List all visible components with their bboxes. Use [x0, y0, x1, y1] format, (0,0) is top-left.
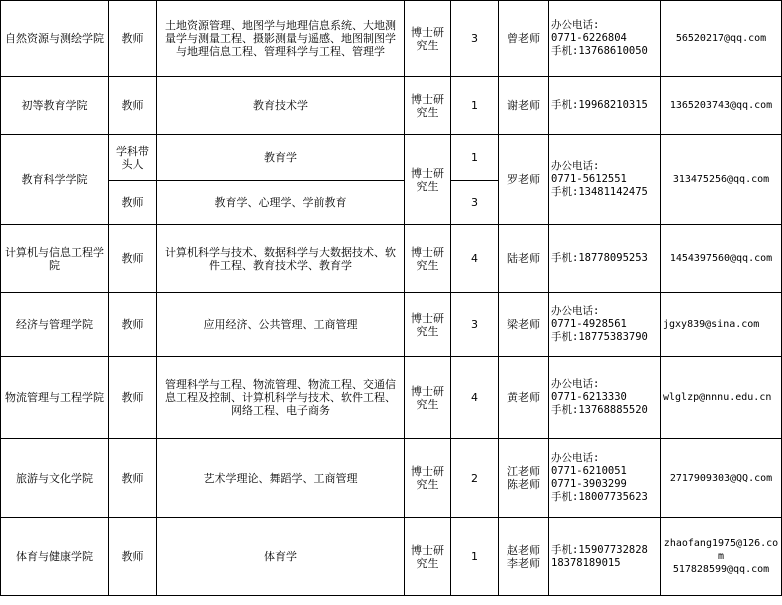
phone-line: 手机:18775383790 — [551, 331, 648, 343]
table-row — [1, 135, 782, 181]
email-line: zhaofang1975@126.com — [663, 538, 779, 562]
phone-cell — [549, 135, 661, 225]
contact-person-cell: 谢老师 — [499, 77, 549, 135]
college-cell: 计算机与信息工程学院 — [1, 225, 109, 293]
phone-cell — [549, 77, 661, 135]
subjects-cell: 艺术学理论、舞蹈学、工商管理 — [157, 439, 405, 518]
college-cell: 旅游与文化学院 — [1, 439, 109, 518]
count-cell: 2 — [451, 439, 499, 518]
degree-cell: 博士研究生 — [405, 225, 451, 293]
email-cell[interactable]: 1365203743@qq.com — [661, 77, 782, 135]
email-cell[interactable]: jgxy839@sina.com — [661, 293, 782, 357]
subjects-cell: 教育学、心理学、学前教育 — [157, 181, 405, 225]
phone-line: 0771-6210051 — [551, 465, 627, 477]
phone-line: 办公电话: — [551, 378, 600, 390]
contact-person-cell — [499, 439, 549, 518]
subjects-cell: 教育学 — [157, 135, 405, 181]
college-cell: 自然资源与测绘学院 — [1, 1, 109, 77]
contact-person-cell: 陆老师 — [499, 225, 549, 293]
position-cell: 学科带头人 — [109, 135, 157, 181]
subjects-cell: 教育技术学 — [157, 77, 405, 135]
degree-cell: 博士研究生 — [405, 135, 451, 225]
position-cell: 教师 — [109, 1, 157, 77]
phone-line: 0771-6213330 — [551, 391, 627, 403]
phone-line: 办公电话: — [551, 305, 600, 317]
contact-person-line: 江老师 — [507, 465, 540, 478]
contact-person-cell: 罗老师 — [499, 135, 549, 225]
phone-line: 18378189015 — [551, 556, 621, 569]
email-cell[interactable]: wlglzp@nnnu.edu.cn — [661, 357, 782, 439]
phone-line: 手机:13768885520 — [551, 404, 648, 416]
phone-line: 0771-4928561 — [551, 318, 627, 330]
position-cell: 教师 — [109, 77, 157, 135]
contact-person-cell: 黄老师 — [499, 357, 549, 439]
count-cell: 1 — [451, 77, 499, 135]
contact-person-cell: 梁老师 — [499, 293, 549, 357]
phone-cell — [549, 518, 661, 596]
college-cell: 体育与健康学院 — [1, 518, 109, 596]
phone-line: 0771-5612551 — [551, 173, 627, 185]
phone-cell — [549, 293, 661, 357]
phone-line: 办公电话: — [551, 452, 600, 464]
position-cell: 教师 — [109, 293, 157, 357]
college-cell: 教育科学学院 — [1, 135, 109, 225]
email-cell[interactable]: 313475256@qq.com — [661, 135, 782, 225]
college-cell: 经济与管理学院 — [1, 293, 109, 357]
phone-line: 手机:18778095253 — [551, 252, 648, 264]
table-row — [1, 357, 782, 439]
college-cell: 物流管理与工程学院 — [1, 357, 109, 439]
count-cell: 4 — [451, 225, 499, 293]
contact-person-line: 陈老师 — [507, 478, 540, 491]
degree-cell: 博士研究生 — [405, 357, 451, 439]
position-cell: 教师 — [109, 439, 157, 518]
phone-cell — [549, 1, 661, 77]
degree-cell: 博士研究生 — [405, 293, 451, 357]
table-row — [1, 439, 782, 518]
phone-line: 0771-3903299 — [551, 478, 627, 490]
contact-person-cell — [499, 518, 549, 596]
subjects-cell: 应用经济、公共管理、工商管理 — [157, 293, 405, 357]
email-cell[interactable]: 1454397560@qq.com — [661, 225, 782, 293]
phone-line: 手机:18007735623 — [551, 491, 648, 503]
contact-person-line: 赵老师 — [507, 543, 540, 557]
table-row — [1, 293, 782, 357]
email-cell[interactable] — [661, 518, 782, 596]
contact-person-line: 李老师 — [507, 556, 540, 570]
count-cell: 1 — [451, 518, 499, 596]
subjects-cell: 体育学 — [157, 518, 405, 596]
phone-line: 办公电话: — [551, 160, 600, 172]
table-row — [1, 518, 782, 596]
phone-line: 0771-6226804 — [551, 32, 627, 44]
phone-line: 办公电话: — [551, 19, 600, 31]
degree-cell: 博士研究生 — [405, 518, 451, 596]
count-cell: 3 — [451, 181, 499, 225]
table-row — [1, 77, 782, 135]
position-cell: 教师 — [109, 357, 157, 439]
phone-line: 手机:15907732828 — [551, 543, 648, 556]
phone-cell — [549, 357, 661, 439]
subjects-cell: 计算机科学与技术、数据科学与大数据技术、软件工程、教育技术学、教育学 — [157, 225, 405, 293]
position-cell: 教师 — [109, 181, 157, 225]
subjects-cell: 土地资源管理、地图学与地理信息系统、大地测量学与测量工程、摄影测量与遥感、地图制图学与地理信息工程、管理科学与工程、管理学 — [157, 1, 405, 77]
table-row — [1, 1, 782, 77]
email-cell[interactable]: 56520217@qq.com — [661, 1, 782, 77]
count-cell: 3 — [451, 293, 499, 357]
subjects-cell: 管理科学与工程、物流管理、物流工程、交通信息工程及控制、计算机科学与技术、软件工程、网络工程、电子商务 — [157, 357, 405, 439]
count-cell: 1 — [451, 135, 499, 181]
table-row — [1, 225, 782, 293]
degree-cell: 博士研究生 — [405, 1, 451, 77]
count-cell: 4 — [451, 357, 499, 439]
phone-line: 手机:13481142475 — [551, 186, 648, 198]
college-cell: 初等教育学院 — [1, 77, 109, 135]
phone-line: 手机:13768610050 — [551, 45, 648, 57]
email-cell[interactable]: 2717909303@QQ.com — [661, 439, 782, 518]
position-cell: 教师 — [109, 518, 157, 596]
position-cell: 教师 — [109, 225, 157, 293]
email-line: 517828599@qq.com — [672, 564, 770, 575]
count-cell: 3 — [451, 1, 499, 77]
phone-cell — [549, 439, 661, 518]
contact-person-cell: 曾老师 — [499, 1, 549, 77]
degree-cell: 博士研究生 — [405, 439, 451, 518]
phone-cell — [549, 225, 661, 293]
degree-cell: 博士研究生 — [405, 77, 451, 135]
phone-line: 手机:19968210315 — [551, 99, 648, 111]
